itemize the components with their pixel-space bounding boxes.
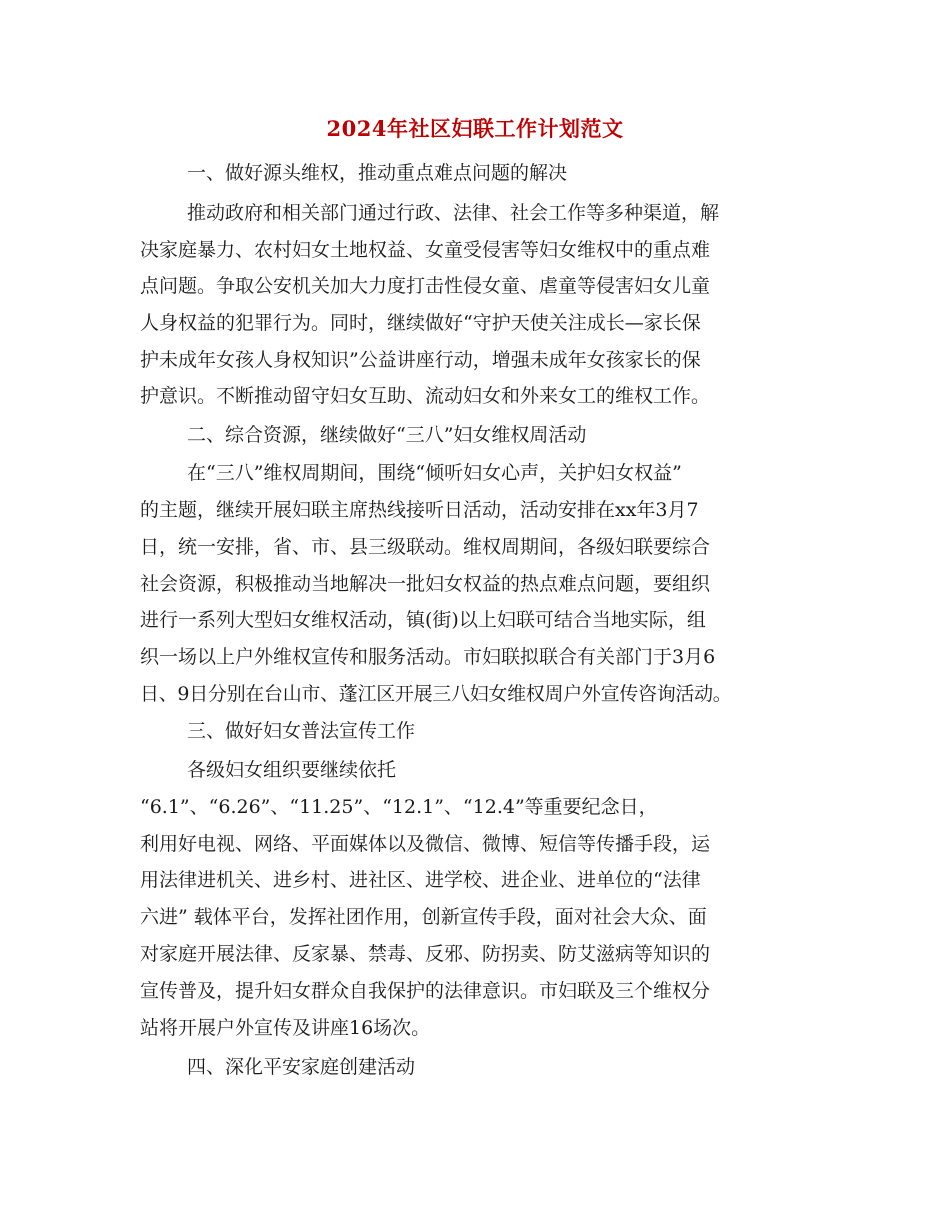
paragraph-line: 宣传普及，提升妇女群众自我保护的法律意识。市妇联及三个维权分 (140, 980, 711, 1002)
paragraph-line: 站将开展户外宣传及讲座16场次。 (140, 1017, 431, 1039)
paragraph-line: 进行一系列大型妇女维权活动，镇(街)以上妇联可结合当地实际，组 (140, 609, 706, 631)
paragraph-line: 用法律进机关、进乡村、进社区、进学校、进企业、进单位的“法律 (140, 869, 701, 891)
paragraph-line: 人身权益的犯罪行为。同时，继续做好“守护天使关注成长—家长保 (140, 312, 701, 334)
heading-2: 二、综合资源，继续做好“三八”妇女维权周活动 (187, 424, 587, 446)
paragraph-line: 的主题，继续开展妇联主席热线接听日活动，活动安排在xx年3月7 (140, 499, 699, 521)
paragraph-line: 日，统一安排，省、市、县三级联动。维权周期间，各级妇联要综合 (140, 536, 711, 558)
paragraph-line: 对家庭开展法律、反家暴、禁毒、反邪、防拐卖、防艾滋病等知识的 (140, 943, 711, 965)
paragraph-line: 日、9日分别在台山市、蓬江区开展三八妇女维权周户外宣传咨询活动。 (140, 683, 732, 705)
paragraph-line: 六进” 载体平台，发挥社团作用，创新宣传手段，面对社会大众、面 (140, 906, 707, 928)
paragraph-line: “6.1”、“6.26”、“11.25”、“12.1”、“12.4”等重要纪念日， (140, 796, 658, 818)
paragraph-line: 织一场以上户外维权宣传和服务活动。市妇联拟联合有关部门于3月6 (140, 646, 716, 668)
heading-1: 一、做好源头维权，推动重点难点问题的解决 (187, 162, 568, 184)
paragraph-line: 利用好电视、网络、平面媒体以及微信、微博、短信等传播手段，运 (140, 833, 711, 855)
paragraph-line: 各级妇女组织要继续依托 (187, 759, 397, 781)
paragraph-line: 决家庭暴力、农村妇女土地权益、女童受侵害等妇女维权中的重点难 (140, 239, 711, 261)
paragraph-line: 护意识。不断推动留守妇女互助、流动妇女和外来女工的维权工作。 (140, 385, 711, 407)
paragraph-line: 社会资源，积极推动当地解决一批妇女权益的热点难点问题，要组织 (140, 573, 711, 595)
paragraph-line: 推动政府和相关部门通过行政、法律、社会工作等多种渠道，解 (187, 202, 720, 224)
paragraph-line: 点问题。争取公安机关加大力度打击性侵女童、虐童等侵害妇女儿童 (140, 275, 711, 297)
heading-3: 三、做好妇女普法宣传工作 (187, 720, 416, 742)
paragraph-line: 在“三八”维权周期间，围绕“倾听妇女心声，关护妇女权益” (187, 462, 682, 484)
document-title: 2024年社区妇联工作计划范文 (326, 116, 624, 141)
paragraph-line: 护未成年女孩人身权知识”公益讲座行动，增强未成年女孩家长的保 (140, 349, 701, 371)
heading-4: 四、深化平安家庭创建活动 (187, 1056, 416, 1078)
